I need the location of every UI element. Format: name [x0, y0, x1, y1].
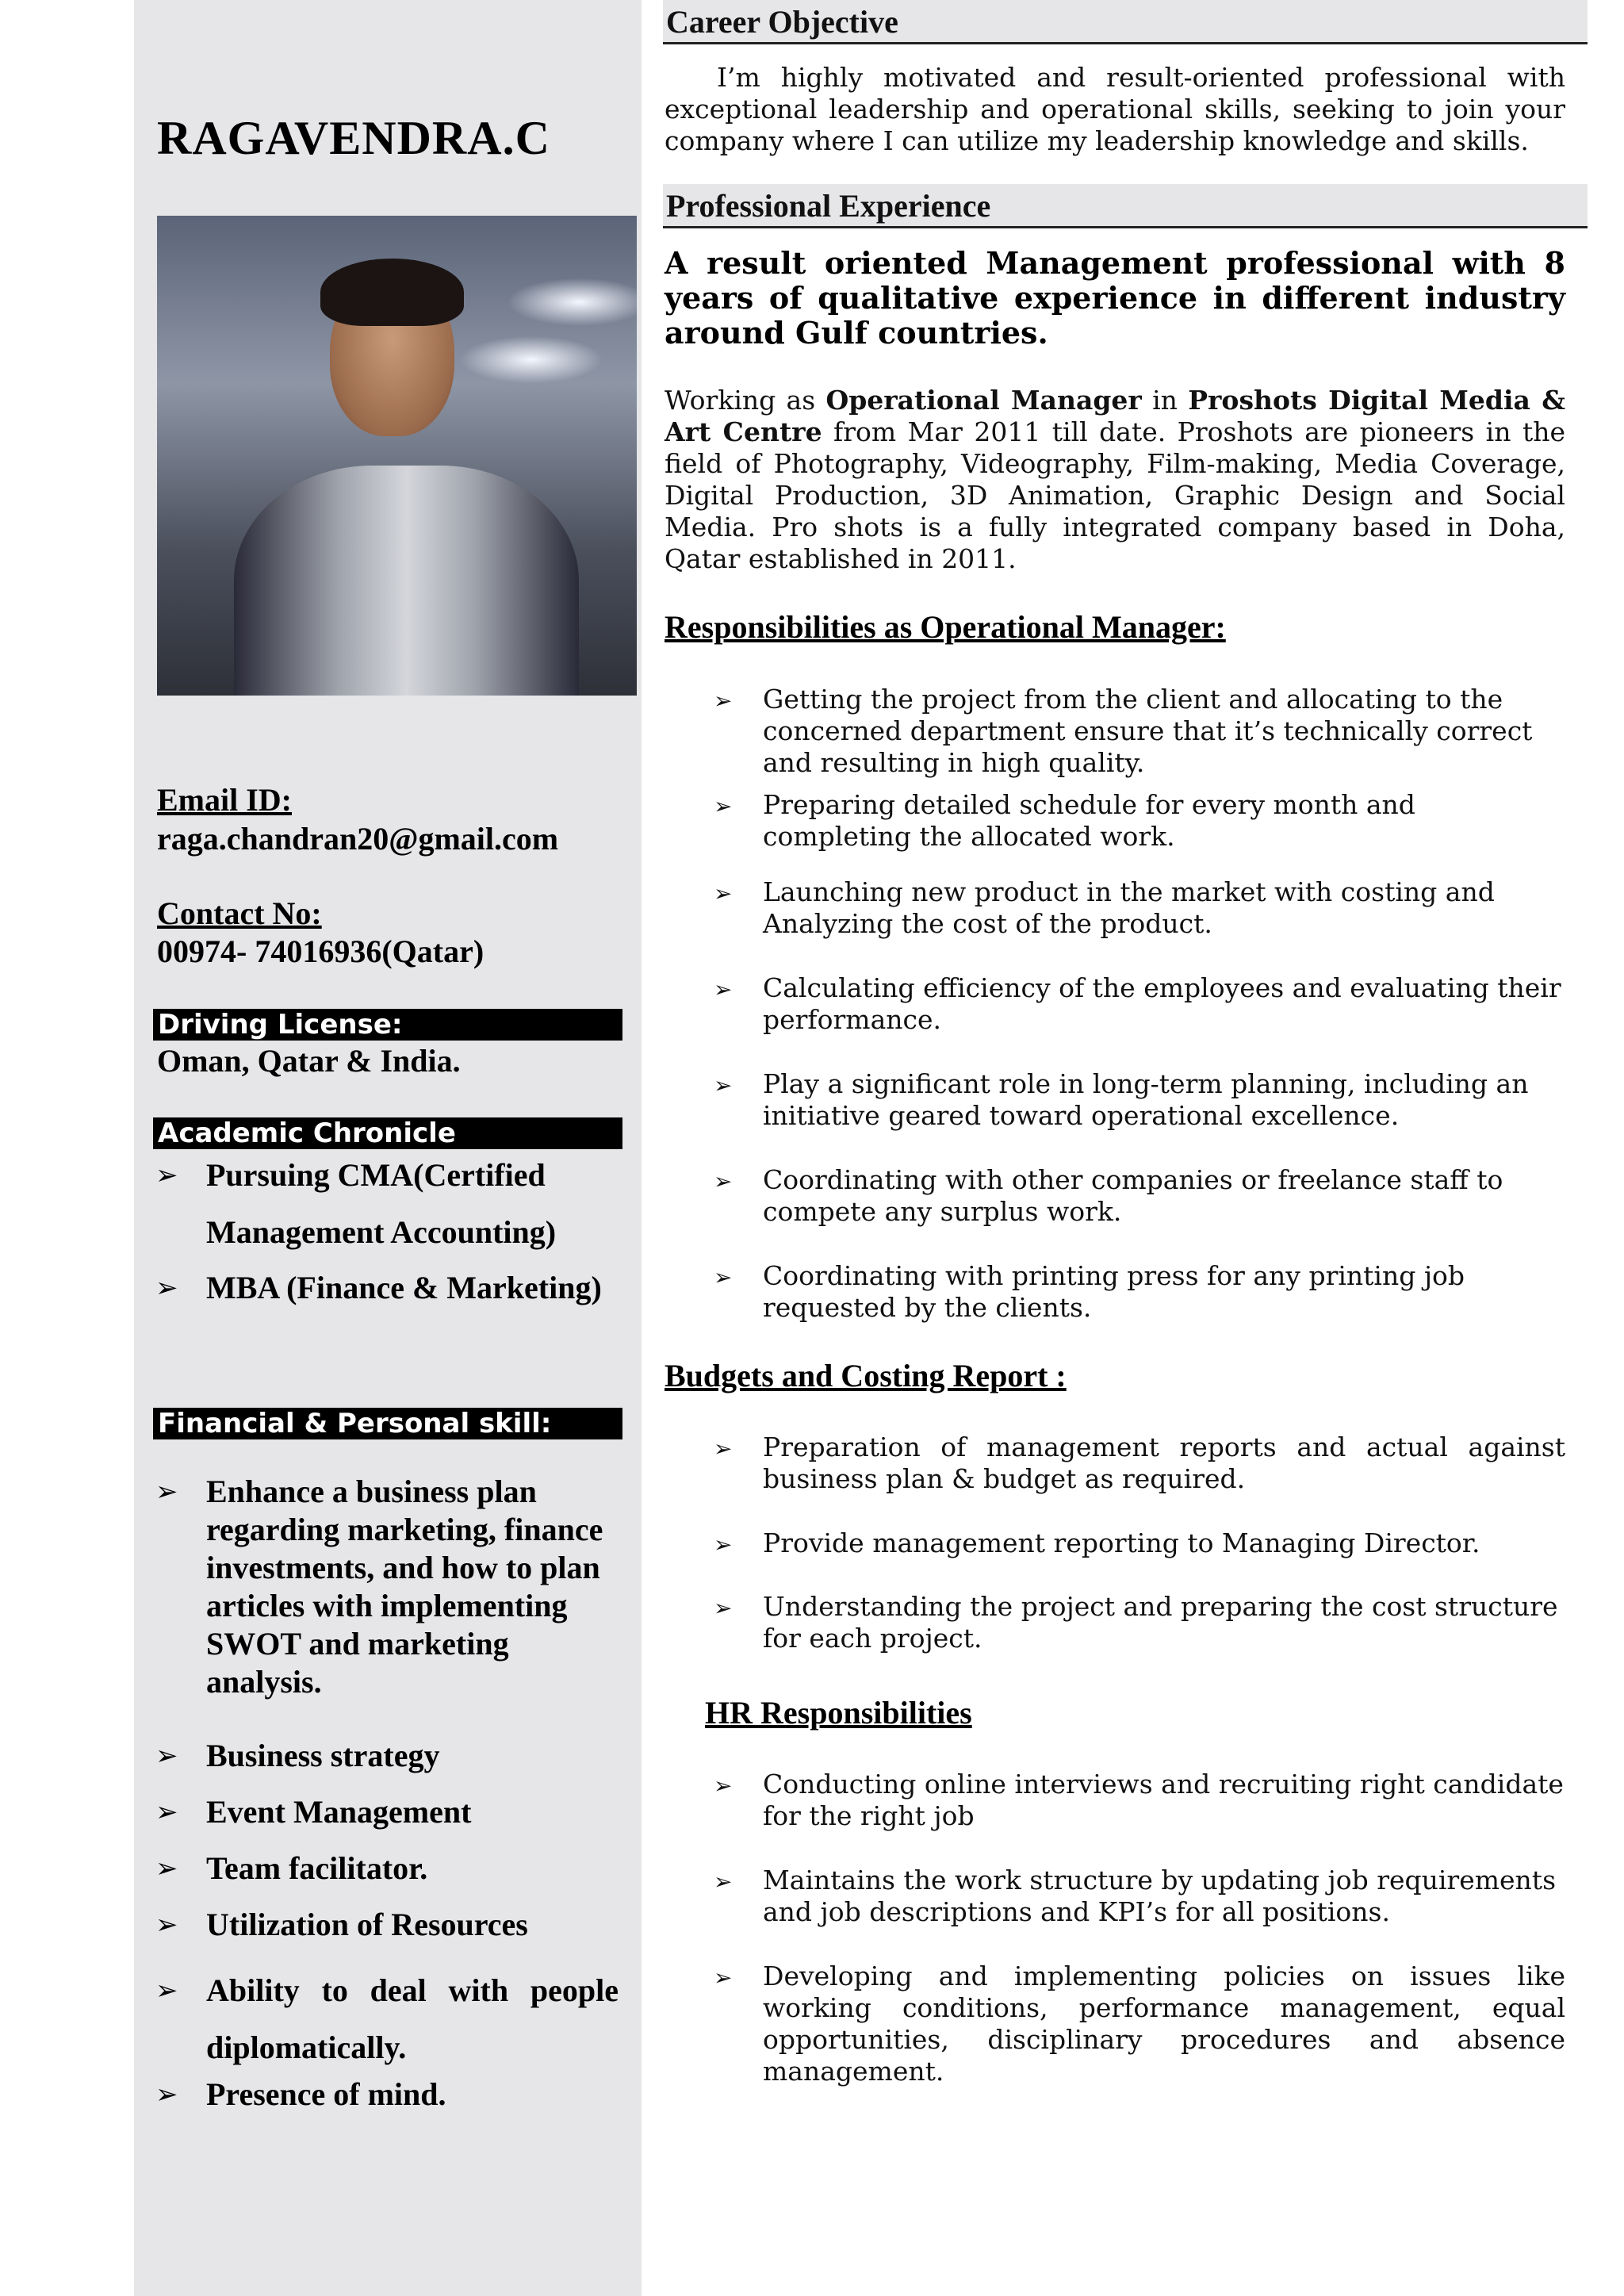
- contact-label: Contact No:: [157, 895, 322, 931]
- academic-item-text: MBA (Finance & Marketing): [206, 1270, 602, 1305]
- bullet-arrow-icon: ➢: [714, 880, 733, 907]
- career-objective-heading: Career Objective: [666, 4, 898, 40]
- hr-responsibilities-heading: HR Responsibilities: [705, 1695, 972, 1731]
- bullet-arrow-icon: ➢: [155, 1272, 178, 1304]
- bullet-arrow-icon: ➢: [714, 1264, 733, 1290]
- experience-heading-bar: [663, 184, 1588, 228]
- responsibility-text: Coordinating with printing press for any printing job requested by the clients.: [763, 1260, 1465, 1323]
- academic-heading: Academic Chronicle: [153, 1117, 622, 1149]
- responsibility-text: Play a significant role in long-term planning, including an initiative geared toward operational excellence.: [763, 1068, 1529, 1131]
- skill-item: [155, 2076, 619, 2114]
- responsibility-text: Coordinating with other companies or freelance staff to compete any surplus work.: [763, 1164, 1503, 1227]
- budgets-heading: Budgets and Costing Report :: [665, 1358, 1067, 1393]
- operational-responsibilities-heading: Responsibilities as Operational Manager:: [665, 609, 1226, 645]
- hr-item: [714, 1769, 1565, 1832]
- skill-item: [155, 1737, 619, 1775]
- hr-item-text: Maintains the work structure by updating job requirements and job descriptions and KPI’s for all positions.: [763, 1865, 1557, 1927]
- budget-item: [714, 1591, 1565, 1654]
- operational-responsibility-item: [714, 1068, 1565, 1132]
- bullet-arrow-icon: ➢: [155, 1476, 178, 1508]
- skill-item: [155, 1906, 619, 1944]
- bullet-arrow-icon: ➢: [714, 1072, 733, 1098]
- operational-responsibility-item: [714, 684, 1565, 779]
- responsibility-text: Preparing detailed schedule for every month and completing the allocated work.: [763, 789, 1415, 852]
- skill-item: [155, 1849, 619, 1888]
- academic-item-text: Pursuing CMA(Certified Management Accounting): [206, 1157, 557, 1250]
- bullet-arrow-icon: ➢: [155, 1796, 178, 1828]
- bullet-arrow-icon: ➢: [155, 1853, 178, 1884]
- bullet-arrow-icon: ➢: [714, 1869, 733, 1895]
- candidate-name: RAGAVENDRA.C: [157, 112, 550, 164]
- profile-photo: [157, 216, 637, 696]
- position-text-intro: Working as: [665, 385, 826, 416]
- skill-item: [155, 1962, 619, 2076]
- academic-item: [155, 1259, 619, 1317]
- budget-item: [714, 1527, 1565, 1559]
- bullet-arrow-icon: ➢: [714, 1964, 733, 1991]
- budget-item: [714, 1432, 1565, 1495]
- skill-item-text: Presence of mind.: [206, 2076, 446, 2112]
- email-label: Email ID:: [157, 782, 292, 818]
- operational-responsibility-item: [714, 1164, 1565, 1228]
- operational-responsibility-item: [714, 789, 1565, 853]
- budget-item-text: Understanding the project and preparing the cost structure for each project.: [763, 1591, 1558, 1654]
- bullet-arrow-icon: ➢: [155, 1975, 178, 2007]
- photo-jacket: [234, 466, 580, 696]
- bullet-arrow-icon: ➢: [714, 1773, 733, 1799]
- budget-item-text: Preparation of management reports and actual against business plan & budget as required.: [763, 1432, 1565, 1494]
- bullet-arrow-icon: ➢: [714, 1531, 733, 1558]
- bullet-arrow-icon: ➢: [714, 1435, 733, 1462]
- hr-item-text: Developing and implementing policies on issues like working conditions, performance management, equal opportunities, disciplinary procedures and absence management.: [763, 1961, 1565, 2087]
- budget-item-text: Provide management reporting to Managing Director.: [763, 1527, 1480, 1558]
- responsibility-text: Launching new product in the market with costing and Analyzing the cost of the product.: [763, 876, 1495, 939]
- hr-item: [714, 1961, 1565, 2087]
- skill-item-text: Ability to deal with people diplomatically.: [206, 1972, 619, 2065]
- contact-value: 00974- 74016936(Qatar): [157, 933, 485, 969]
- bullet-arrow-icon: ➢: [714, 688, 733, 714]
- bullet-arrow-icon: ➢: [155, 1909, 178, 1941]
- position-text-in: in: [1141, 385, 1189, 416]
- skill-item-text: Business strategy: [206, 1738, 440, 1773]
- current-position-text: [665, 385, 1565, 575]
- bullet-arrow-icon: ➢: [155, 2079, 178, 2110]
- skill-item: [155, 1793, 619, 1831]
- email-value: raga.chandran20@gmail.com: [157, 821, 559, 857]
- skill-item-text: Event Management: [206, 1794, 472, 1830]
- skill-item-text: Enhance a business plan regarding marketing, finance investments, and how to plan articles with implementing SWOT and marketing analysis.: [206, 1474, 603, 1700]
- experience-summary: A result oriented Management professional with 8 years of qualitative experience in different industry around Gulf countries.: [665, 245, 1565, 351]
- bullet-arrow-icon: ➢: [714, 1168, 733, 1194]
- position-role: Operational Manager: [825, 385, 1142, 416]
- bullet-arrow-icon: ➢: [714, 793, 733, 819]
- skill-item: [155, 1473, 619, 1701]
- experience-heading: Professional Experience: [666, 188, 991, 224]
- bullet-arrow-icon: ➢: [155, 1159, 178, 1191]
- photo-hair: [320, 259, 465, 326]
- career-objective-text: I’m highly motivated and result-oriented professional with exceptional leadership and operational skills, seeking to join your company where I can utilize my leadership knowledge and skills.: [665, 62, 1565, 156]
- operational-responsibility-item: [714, 876, 1565, 940]
- responsibility-text: Getting the project from the client and allocating to the concerned department ensure that it’s technically correct and resulting in high quality.: [763, 684, 1533, 778]
- hr-item-text: Conducting online interviews and recruiting right candidate for the right job: [763, 1769, 1564, 1831]
- skill-item-text: Utilization of Resources: [206, 1907, 528, 1942]
- operational-responsibility-item: [714, 972, 1565, 1036]
- responsibility-text: Calculating efficiency of the employees and evaluating their performance.: [763, 972, 1561, 1035]
- driving-license-heading: Driving License:: [153, 1009, 622, 1041]
- skill-item-text: Team facilitator.: [206, 1850, 428, 1886]
- academic-item: [155, 1147, 619, 1261]
- hr-item: [714, 1865, 1565, 1928]
- driving-license-value: Oman, Qatar & India.: [157, 1043, 461, 1079]
- bullet-arrow-icon: ➢: [714, 976, 733, 1002]
- position-company: Proshots Digital Media & Art Centre: [665, 385, 1565, 447]
- bullet-arrow-icon: ➢: [714, 1595, 733, 1621]
- bullet-arrow-icon: ➢: [155, 1740, 178, 1772]
- skills-heading: Financial & Personal skill:: [153, 1408, 622, 1439]
- position-text-details: from Mar 2011 till date. Proshots are pioneers in the field of Photography, Videography, Film-making, Media Coverage, Digital Production, 3D Animation, Graphic Design and Social Media. Pro shots is a fully integrated company based in Doha, Qatar established in 2011.: [665, 416, 1565, 574]
- operational-responsibility-item: [714, 1260, 1565, 1324]
- career-objective-heading-bar: [663, 0, 1588, 44]
